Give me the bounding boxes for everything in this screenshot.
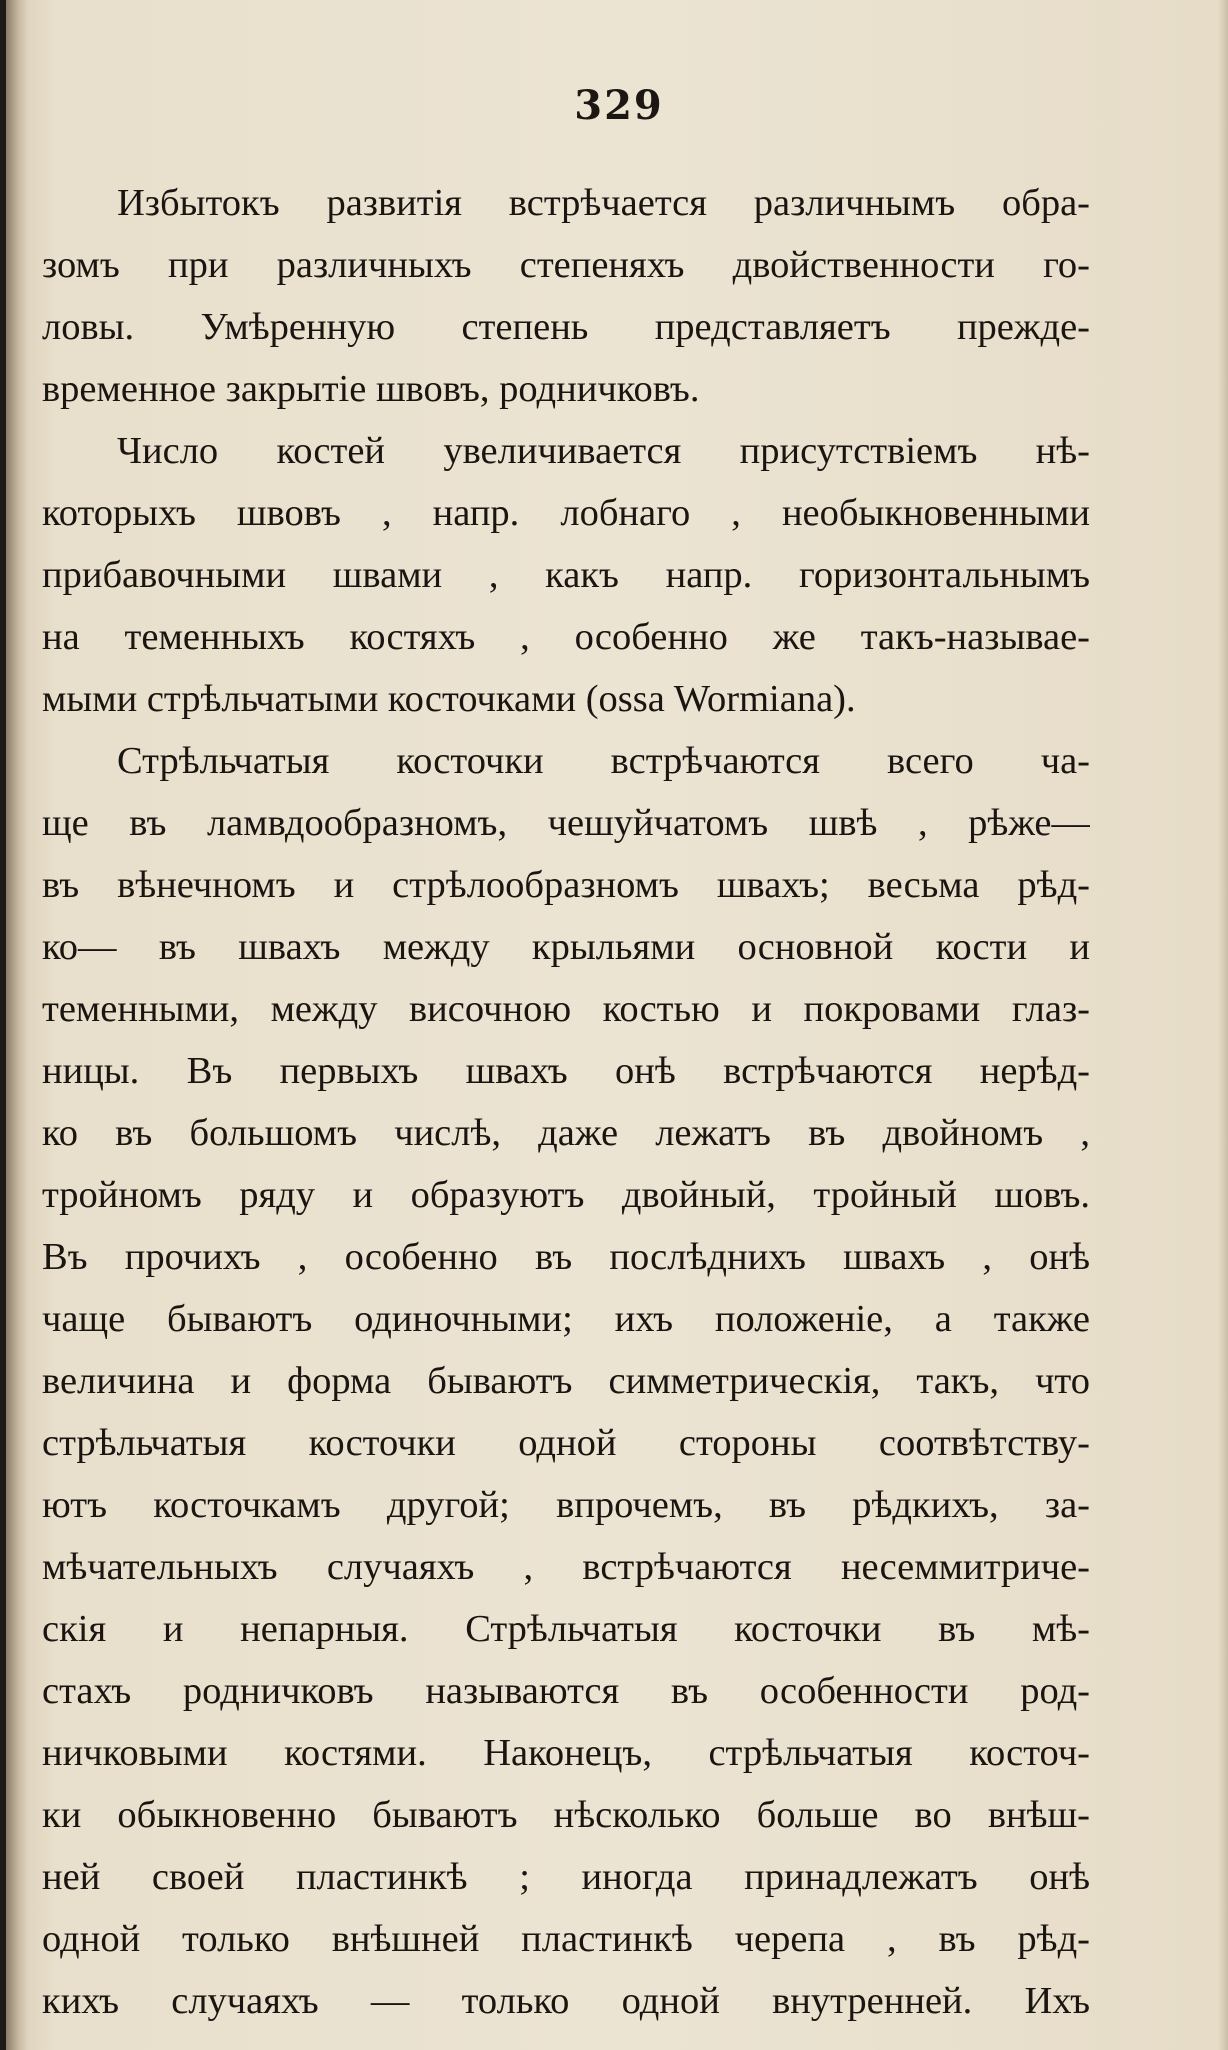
text-line: Въ прочихъ , особенно въ послѣднихъ швахъ , онѣ <box>42 1236 1090 1278</box>
text-line: на теменныхъ костяхъ , особенно же такъ-называе- <box>42 616 1090 658</box>
text-line: мѣчательныхъ случаяхъ , встрѣчаются несеммитриче- <box>42 1546 1090 1588</box>
body-text <box>42 172 1090 2032</box>
text-line: ницы. Въ первыхъ швахъ онѣ встрѣчаются нерѣд- <box>42 1050 1090 1092</box>
text-line: ко въ большомъ числѣ, даже лежатъ въ двойномъ , <box>42 1112 1090 1154</box>
text-line: ютъ косточкамъ другой; впрочемъ, въ рѣдкихъ, за- <box>42 1484 1090 1526</box>
text-line: тройномъ ряду и образуютъ двойный, тройный шовъ. <box>42 1174 1090 1216</box>
text-line: ловы. Умѣренную степень представляетъ прежде- <box>42 306 1090 348</box>
text-line: Стрѣльчатыя косточки встрѣчаются всего ча- <box>117 740 1090 782</box>
text-line: ней своей пластинкѣ ; иногда принадлежатъ онѣ <box>42 1856 1090 1898</box>
text-line: ще въ ламвдообразномъ, чешуйчатомъ швѣ , рѣже— <box>42 802 1090 844</box>
text-line: скія и непарныя. Стрѣльчатыя косточки въ мѣ- <box>42 1608 1090 1650</box>
text-line: ко— въ швахъ между крыльями основной кости и <box>42 926 1090 968</box>
text-line: мыми стрѣльчатыми косточками (ossa Wormiana). <box>42 678 856 720</box>
text-line: ки обыкновенно бываютъ нѣсколько больше во внѣш- <box>42 1794 1090 1836</box>
text-line: Избытокъ развитія встрѣчается различнымъ обра- <box>117 182 1090 224</box>
text-line: ничковыми костями. Наконецъ, стрѣльчатыя косточ- <box>42 1732 1090 1774</box>
text-line: прибавочными швами , какъ напр. горизонтальнымъ <box>42 554 1090 596</box>
text-line: въ вѣнечномъ и стрѣлообразномъ швахъ; весьма рѣд- <box>42 864 1090 906</box>
text-line: кихъ случаяхъ — только одной внутренней. Ихъ <box>42 1980 1090 2022</box>
text-line: теменными, между височною костью и покровами глаз- <box>42 988 1090 1030</box>
text-line: Число костей увеличивается присутствіемъ нѣ- <box>117 430 1090 472</box>
text-line: которыхъ швовъ , напр. лобнаго , необыкновенными <box>42 492 1090 534</box>
gutter-shadow <box>6 0 28 2050</box>
page-edge <box>1218 0 1228 2050</box>
book-page <box>6 0 1228 2050</box>
text-line: зомъ при различныхъ степеняхъ двойственности го- <box>42 244 1090 286</box>
text-line: временное закрытіе швовъ, родничковъ. <box>42 368 700 410</box>
text-line: одной только внѣшней пластинкѣ черепа , въ рѣд- <box>42 1918 1090 1960</box>
text-line: величина и форма бываютъ симметрическія, такъ, что <box>42 1360 1090 1402</box>
text-line: стахъ родничковъ называются въ особенности род- <box>42 1670 1090 1712</box>
text-line: чаще бываютъ одиночными; ихъ положеніе, а также <box>42 1298 1090 1340</box>
text-line: стрѣльчатыя косточки одной стороны соотвѣтству- <box>42 1422 1090 1464</box>
page-number: 329 <box>574 82 664 129</box>
